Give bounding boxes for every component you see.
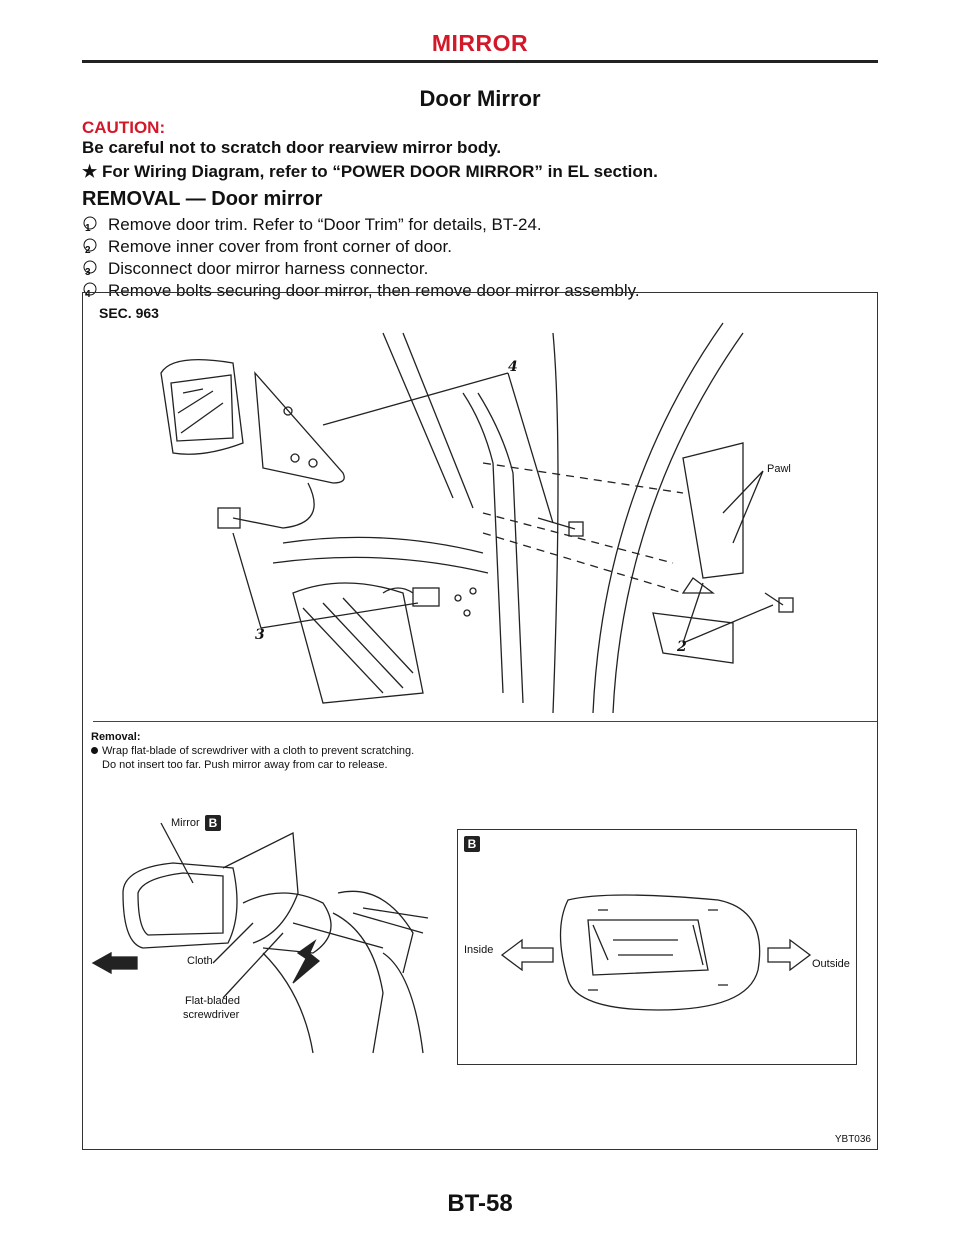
step-item: [82, 214, 640, 236]
mirror-label: Mirror: [171, 817, 200, 829]
flat-blade-label-1: Flat-bladed: [185, 995, 241, 1007]
view-b-badge: B: [205, 815, 221, 831]
bolt-upper: [569, 522, 583, 536]
removal-title: Removal:: [91, 731, 141, 743]
header-rule: [82, 60, 878, 63]
removal-line-2: Do not insert too far. Push mirror away from car to release.: [102, 759, 388, 771]
step-number: 3: [85, 267, 91, 278]
callout-4: 4: [508, 359, 518, 375]
step-item: [82, 236, 640, 258]
removal-line-1: Wrap flat-blade of screwdriver with a cloth to prevent scratching.: [102, 745, 415, 757]
step-number: 4: [85, 289, 91, 300]
step-number-icon: [82, 216, 100, 234]
inside-arrow-icon: [502, 940, 553, 970]
wiring-note: [82, 162, 658, 182]
page-number: BT-58: [447, 1190, 513, 1217]
mirror-connector: [218, 508, 240, 528]
outside-arrow-icon: [768, 940, 810, 970]
bolt-lower: [779, 598, 793, 612]
callout-3: 3: [255, 627, 265, 643]
wiring-note-text: For Wiring Diagram, refer to “POWER DOOR MIRROR” in EL section.: [102, 162, 658, 181]
view-b-inset: [457, 829, 857, 1065]
step-number-icon: [82, 238, 100, 256]
inset-b-badge: B: [464, 836, 480, 852]
inside-label: Inside: [464, 944, 494, 956]
flat-blade-label-2: screwdriver: [183, 1009, 240, 1021]
step-item: [82, 258, 640, 280]
step-number: 1: [85, 223, 91, 234]
caution-label: CAUTION:: [82, 118, 166, 137]
section-code: SEC. 963: [99, 305, 159, 321]
step-text: Remove bolts securing door mirror, then remove door mirror assembly.: [108, 281, 640, 300]
page-title: Door Mirror: [419, 86, 541, 111]
cloth-label: Cloth: [187, 955, 213, 967]
star-icon: ★: [82, 162, 98, 181]
caution-text: Be careful not to scratch door rearview mirror body.: [82, 138, 502, 157]
figure-divider: [93, 721, 877, 722]
step-text: Remove door trim. Refer to “Door Trim” for details, BT-24.: [108, 215, 542, 234]
section-header-title: MIRROR: [431, 30, 529, 56]
figure-id: YBT036: [834, 1134, 871, 1145]
outside-label: Outside: [812, 958, 850, 970]
door-mirror-figure: [82, 292, 878, 1150]
step-text: Remove inner cover from front corner of door.: [108, 237, 452, 256]
inner-cover: [683, 443, 743, 578]
mirror-base: [255, 373, 344, 483]
removal-steps: [82, 214, 640, 302]
removal-instruction: [91, 745, 414, 757]
section-title: REMOVAL — Door mirror: [82, 188, 323, 210]
step-number-icon: [82, 260, 100, 278]
mirror-base-view: [458, 830, 856, 1064]
callout-2: 2: [677, 639, 687, 655]
bullet-icon: [91, 747, 98, 754]
step-text: Disconnect door mirror harness connector.: [108, 259, 429, 278]
step-number: 2: [85, 245, 91, 256]
pawl-label: Pawl: [767, 463, 791, 475]
